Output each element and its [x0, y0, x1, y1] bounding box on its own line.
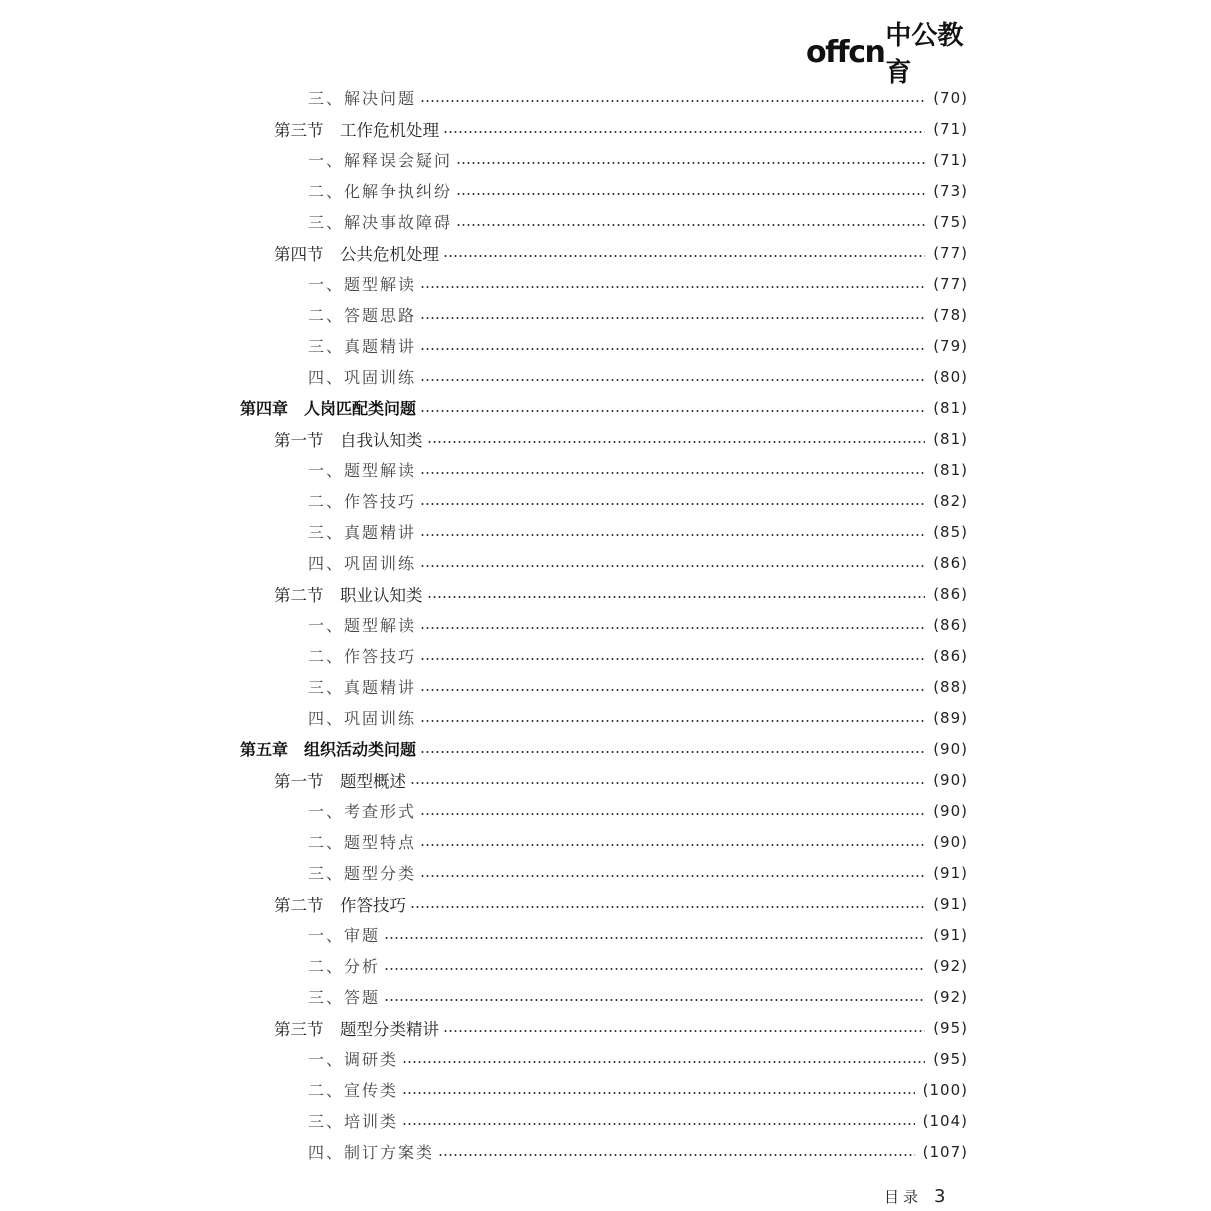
toc-item-row[interactable]: [0, 609, 968, 640]
dot-leader: [456, 224, 925, 226]
toc-entry-title: 三、解决问题: [308, 89, 417, 108]
toc-page-number: (86): [933, 646, 968, 665]
toc-entry-title: 四、制订方案类: [308, 1143, 435, 1162]
dot-leader: [410, 782, 925, 784]
toc-item-row[interactable]: [0, 82, 968, 113]
toc-page-number: (81): [933, 429, 968, 448]
toc-item-row[interactable]: [0, 702, 968, 733]
dot-leader: [420, 720, 925, 722]
page-footer: [884, 1186, 945, 1207]
toc-item-row[interactable]: [0, 826, 968, 857]
toc-page-number: (91): [933, 863, 968, 882]
dot-leader: [420, 875, 925, 877]
toc-entry-title: 四、巩固训练: [308, 554, 417, 573]
toc-item-row[interactable]: [0, 361, 968, 392]
toc-entry-title: 一、解释误会疑问: [308, 151, 453, 170]
toc-page-number: (90): [933, 801, 968, 820]
toc-entry-title: 二、分析: [308, 957, 381, 976]
toc-section-row[interactable]: [0, 1012, 968, 1043]
toc-section-row[interactable]: [0, 423, 968, 454]
toc-item-row[interactable]: [0, 795, 968, 826]
dot-leader: [420, 565, 925, 567]
toc-item-row[interactable]: [0, 919, 968, 950]
toc-page-number: (107): [922, 1142, 968, 1161]
toc-page-number: (77): [933, 274, 968, 293]
dot-leader: [456, 193, 925, 195]
toc-page-number: (73): [933, 181, 968, 200]
toc-item-row[interactable]: [0, 1074, 968, 1105]
toc-item-row[interactable]: [0, 268, 968, 299]
dot-leader: [420, 286, 925, 288]
toc-item-row[interactable]: [0, 144, 968, 175]
page-number: 3: [934, 1186, 946, 1207]
toc-entry-title: 三、解决事故障碍: [308, 213, 453, 232]
table-of-contents: [0, 82, 1211, 1167]
toc-item-row[interactable]: [0, 485, 968, 516]
toc-page-number: (81): [933, 398, 968, 417]
toc-page-number: (90): [933, 739, 968, 758]
toc-page-number: (89): [933, 708, 968, 727]
dot-leader: [420, 844, 925, 846]
dot-leader: [420, 348, 925, 350]
toc-entry-title: 四、巩固训练: [308, 709, 417, 728]
toc-page-number: (80): [933, 367, 968, 386]
toc-page-number: (104): [922, 1111, 968, 1130]
toc-page-number: (79): [933, 336, 968, 355]
toc-item-row[interactable]: [0, 206, 968, 237]
toc-entry-title: 第四章 人岗匹配类问题: [240, 399, 417, 418]
toc-entry-title: 二、作答技巧: [308, 647, 417, 666]
dot-leader: [420, 627, 925, 629]
dot-leader: [420, 503, 925, 505]
dot-leader: [402, 1123, 915, 1125]
toc-chapter-row[interactable]: [0, 392, 968, 423]
toc-page-number: (71): [933, 150, 968, 169]
toc-page-number: (71): [933, 119, 968, 138]
toc-item-row[interactable]: [0, 330, 968, 361]
dot-leader: [420, 410, 925, 412]
toc-entry-title: 一、考查形式: [308, 802, 417, 821]
toc-entry-title: 第二节 职业认知类: [274, 585, 423, 605]
toc-entry-title: 第三节 工作危机处理: [274, 120, 439, 140]
toc-item-row[interactable]: [0, 857, 968, 888]
toc-page-number: (91): [933, 894, 968, 913]
offcn-logo: [806, 21, 976, 88]
dot-leader: [420, 813, 925, 815]
toc-chapter-row[interactable]: [0, 733, 968, 764]
toc-entry-title: 三、题型分类: [308, 864, 417, 883]
toc-entry-title: 二、作答技巧: [308, 492, 417, 511]
dot-leader: [420, 751, 925, 753]
dot-leader: [384, 999, 925, 1001]
toc-entry-title: 第一节 自我认知类: [274, 430, 423, 450]
toc-page-number: (88): [933, 677, 968, 696]
dot-leader: [420, 472, 925, 474]
toc-entry-title: 二、宣传类: [308, 1081, 399, 1100]
toc-page-number: (90): [933, 770, 968, 789]
toc-page-number: (85): [933, 522, 968, 541]
toc-page-number: (92): [933, 987, 968, 1006]
toc-entry-title: 第三节 题型分类精讲: [274, 1019, 439, 1039]
toc-section-row[interactable]: [0, 578, 968, 609]
toc-page-number: (78): [933, 305, 968, 324]
toc-entry-title: 一、调研类: [308, 1050, 399, 1069]
toc-page-number: (91): [933, 925, 968, 944]
toc-section-row[interactable]: [0, 113, 968, 144]
toc-item-row[interactable]: [0, 981, 968, 1012]
toc-entry-title: 第五章 组织活动类问题: [240, 740, 417, 759]
toc-entry-title: 第四节 公共危机处理: [274, 244, 439, 264]
logo-latin-text: offcn: [806, 34, 885, 70]
toc-item-row[interactable]: [0, 950, 968, 981]
toc-page-number: (95): [933, 1018, 968, 1037]
dot-leader: [427, 596, 926, 598]
toc-section-row[interactable]: [0, 888, 968, 919]
toc-entry-title: 二、题型特点: [308, 833, 417, 852]
toc-entry-title: 三、真题精讲: [308, 523, 417, 542]
dot-leader: [402, 1092, 915, 1094]
toc-page-number: (95): [933, 1049, 968, 1068]
dot-leader: [443, 255, 925, 257]
toc-item-row[interactable]: [0, 299, 968, 330]
dot-leader: [438, 1154, 915, 1156]
toc-entry-title: 第二节 作答技巧: [274, 895, 406, 915]
toc-page-number: (75): [933, 212, 968, 231]
toc-section-row[interactable]: [0, 237, 968, 268]
toc-page-number: (70): [933, 88, 968, 107]
toc-entry-title: 一、题型解读: [308, 275, 417, 294]
dot-leader: [456, 162, 925, 164]
toc-page-number: (82): [933, 491, 968, 510]
dot-leader: [402, 1061, 925, 1063]
toc-page-number: (90): [933, 832, 968, 851]
toc-entry-title: 一、审题: [308, 926, 381, 945]
toc-page-number: (100): [922, 1080, 968, 1099]
toc-entry-title: 二、化解争执纠纷: [308, 182, 453, 201]
toc-entry-title: 一、题型解读: [308, 461, 417, 480]
logo-chinese-text: 中公教育: [885, 21, 964, 88]
dot-leader: [420, 379, 925, 381]
toc-item-row[interactable]: [0, 454, 968, 485]
footer-section-label: 目录: [884, 1188, 923, 1206]
dot-leader: [420, 689, 925, 691]
dot-leader: [420, 534, 925, 536]
toc-entry-title: 二、答题思路: [308, 306, 417, 325]
toc-item-row[interactable]: [0, 640, 968, 671]
toc-page-number: (92): [933, 956, 968, 975]
dot-leader: [410, 906, 925, 908]
toc-page-number: (86): [933, 553, 968, 572]
toc-entry-title: 三、真题精讲: [308, 337, 417, 356]
dot-leader: [420, 317, 925, 319]
toc-page-number: (77): [933, 243, 968, 262]
dot-leader: [384, 937, 925, 939]
toc-entry-title: 一、题型解读: [308, 616, 417, 635]
toc-item-row[interactable]: [0, 1105, 968, 1136]
toc-page-number: (86): [933, 584, 968, 603]
toc-entry-title: 三、培训类: [308, 1112, 399, 1131]
dot-leader: [443, 1030, 925, 1032]
toc-item-row[interactable]: [0, 175, 968, 206]
dot-leader: [384, 968, 925, 970]
dot-leader: [443, 131, 925, 133]
toc-entry-title: 三、答题: [308, 988, 381, 1007]
dot-leader: [420, 100, 925, 102]
toc-item-row[interactable]: [0, 1136, 968, 1167]
toc-entry-title: 四、巩固训练: [308, 368, 417, 387]
toc-entry-title: 第一节 题型概述: [274, 771, 406, 791]
toc-item-row[interactable]: [0, 547, 968, 578]
toc-entry-title: 三、真题精讲: [308, 678, 417, 697]
toc-section-row[interactable]: [0, 764, 968, 795]
toc-item-row[interactable]: [0, 671, 968, 702]
toc-item-row[interactable]: [0, 1043, 968, 1074]
toc-item-row[interactable]: [0, 516, 968, 547]
dot-leader: [420, 658, 925, 660]
toc-page-number: (81): [933, 460, 968, 479]
toc-page-number: (86): [933, 615, 968, 634]
dot-leader: [427, 441, 926, 443]
